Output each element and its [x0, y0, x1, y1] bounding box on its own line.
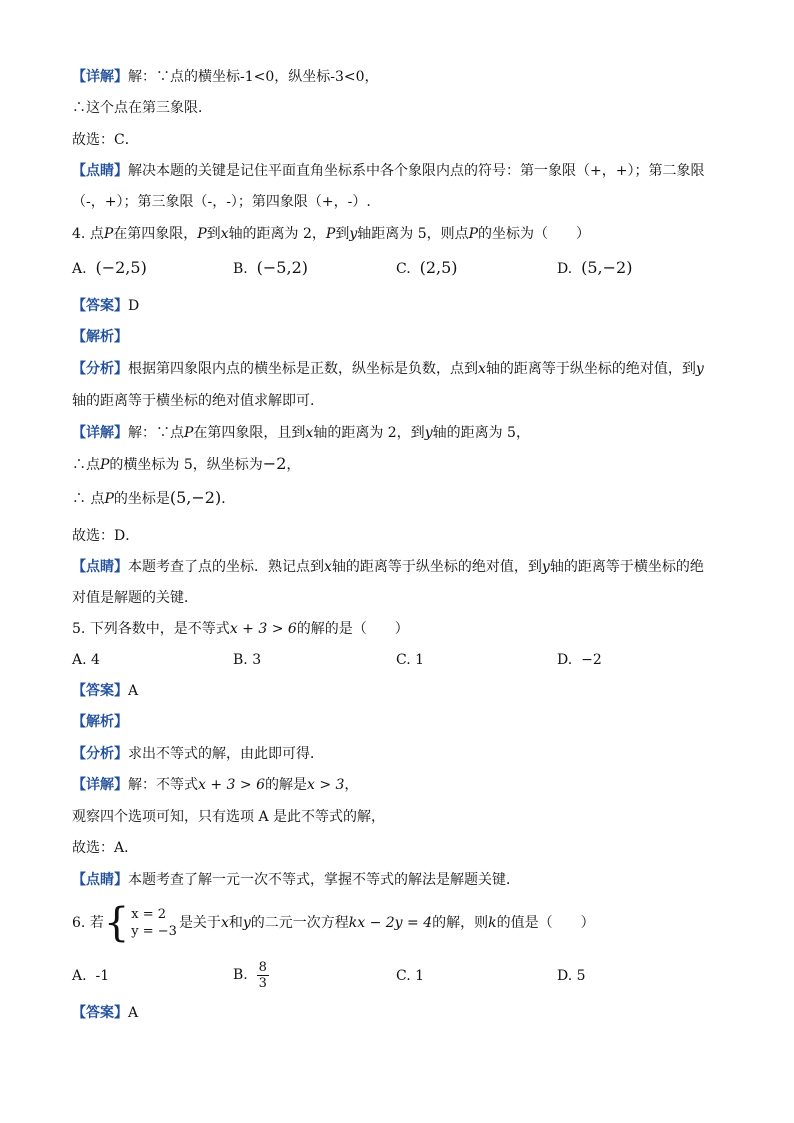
q4-text: 轴距离为 5，则点	[357, 226, 469, 242]
answer-tag: 【答案】	[72, 298, 128, 314]
text: 根据第四象限内点的横坐标是正数，纵坐标是负数，点到	[128, 361, 478, 377]
answer-tag: 【答案】	[72, 1005, 128, 1021]
q6-option-a[interactable]	[72, 966, 109, 986]
answer-value: A	[128, 683, 139, 699]
option-letter: C.	[396, 652, 411, 668]
option-letter: B.	[233, 967, 248, 983]
answer-value: D	[128, 298, 140, 314]
system-line-1: x = 2	[131, 907, 167, 922]
tip-tag: 【点睛】	[72, 559, 128, 575]
var-p: P	[197, 226, 207, 242]
text: 轴的距离等于纵坐标的绝对值，到	[331, 559, 542, 575]
text: 解：∵点	[128, 425, 184, 441]
option-value: 1	[415, 968, 425, 984]
analysis-tag: 【解析】	[72, 714, 128, 730]
text: 本题考查了解一元一次不等式，掌握不等式的解法是解题关键．	[128, 872, 520, 888]
var-k: k	[488, 915, 497, 931]
math-value: −2	[262, 454, 287, 473]
option-value: 3	[252, 652, 262, 668]
text: 解：不等式	[128, 777, 198, 793]
text: 的横坐标为 5，纵坐标为	[109, 457, 263, 473]
option-letter: A.	[72, 968, 87, 984]
prev-detail-text: 解：∵点的横坐标-1<0，纵坐标-3<0，	[128, 69, 379, 85]
q5-observe: 观察四个选项可知，只有选项 A 是此不等式的解，	[72, 809, 386, 825]
option-letter: D.	[557, 261, 573, 277]
q5-detail	[72, 776, 358, 794]
var-y: y	[695, 361, 704, 377]
option-value: (2,5)	[419, 258, 458, 277]
text: ∴点	[72, 457, 100, 473]
answer-value: A	[128, 1005, 139, 1021]
var-p: P	[325, 226, 336, 242]
text: 是关于	[178, 915, 221, 931]
option-value: −2	[581, 652, 602, 668]
q5-option-b[interactable]	[233, 650, 261, 670]
var-p: P	[100, 457, 110, 473]
q4-choice: 故选：D．	[72, 528, 140, 544]
tip-tag: 【点睛】	[72, 872, 128, 888]
text: 本题考查了点的坐标．熟记点到	[128, 559, 324, 575]
q4-text: 点	[89, 226, 104, 242]
option-letter: C.	[396, 968, 411, 984]
option-letter: A.	[72, 652, 87, 668]
answer-tag: 【答案】	[72, 683, 128, 699]
prev-tip-line1	[72, 162, 704, 180]
option-value: 1	[415, 652, 425, 668]
var-p: P	[184, 425, 194, 441]
text: 在第四象限，且到	[193, 425, 306, 441]
option-letter: B.	[233, 261, 248, 277]
q4-text: 到	[206, 226, 221, 242]
fenxi-tag: 【分析】	[72, 361, 128, 377]
var-x: x	[220, 226, 229, 242]
q4-option-d[interactable]	[557, 258, 632, 279]
text: 下列各数中，是不等式	[89, 621, 230, 637]
q5-answer	[72, 682, 138, 700]
detail-tag: 【详解】	[72, 425, 128, 441]
var-y: y	[349, 226, 358, 242]
equation-system	[131, 906, 177, 940]
q4-detail-line2	[72, 455, 300, 474]
var-x: x	[220, 915, 229, 931]
system-line-2: y = −3	[131, 924, 177, 939]
fenxi-tag: 【分析】	[72, 746, 128, 762]
option-letter: D.	[557, 968, 573, 984]
text: 轴的距离等于纵坐标的绝对值，到	[485, 361, 696, 377]
text: 若	[89, 915, 104, 931]
q4-text: 在第四象限，	[113, 226, 198, 242]
detail-tag: 【详解】	[72, 777, 128, 793]
var-x: x	[478, 361, 486, 377]
detail-tag: 【详解】	[72, 69, 128, 85]
text: 的值是（ ）	[496, 915, 595, 931]
prev-conclusion: ∴这个点在第三象限．	[72, 100, 212, 116]
option-value: 4	[91, 652, 100, 668]
q5-option-d[interactable]	[557, 650, 602, 670]
prev-tip-text1: 解决本题的关键是记住平面直角坐标系中各个象限内点的符号：第一象限（+，+）；第二象限	[128, 163, 705, 179]
left-brace: {	[103, 900, 130, 946]
prev-detail-line	[72, 68, 379, 86]
q6-option-d[interactable]	[557, 966, 586, 986]
equation: kx − 2y = 4	[348, 915, 433, 931]
fraction-numerator: 8	[258, 959, 267, 975]
q4-option-c[interactable]	[396, 258, 458, 279]
option-value: (5,−2)	[581, 258, 633, 277]
var-y: y	[242, 915, 251, 931]
var-x: x	[324, 559, 332, 575]
q6-option-b[interactable]	[233, 958, 269, 992]
inequality: x + 3 > 6	[198, 777, 265, 793]
solution: x > 3	[306, 777, 345, 793]
text: 求出不等式的解，由此即可得．	[128, 746, 324, 762]
q4-stem	[72, 225, 590, 243]
q6-option-c[interactable]	[396, 966, 424, 986]
text: 轴的距离等于横坐标的绝	[549, 559, 704, 575]
q4-answer	[72, 297, 139, 315]
option-letter: C.	[396, 261, 411, 277]
analysis-tag: 【解析】	[72, 329, 128, 345]
option-value: 5	[576, 968, 586, 984]
var-p: P	[103, 226, 114, 242]
text: 轴的距离为 5，	[432, 425, 530, 441]
text: ∴ 点	[72, 491, 105, 507]
q4-fenxi-line2: 轴的距离等于横坐标的绝对值求解即可.	[72, 393, 315, 409]
option-letter: A.	[72, 261, 87, 277]
q6-number: 6.	[72, 915, 90, 931]
text: 的解的是（ ）	[296, 621, 409, 637]
var-y: y	[424, 425, 433, 441]
q4-text: 轴的距离为 2，	[228, 226, 326, 242]
q4-detail-line1	[72, 424, 530, 442]
q6-answer	[72, 1004, 138, 1022]
q5-stem	[72, 620, 409, 638]
text: ．	[221, 491, 236, 507]
q4-tip-line2: 对值是解题的关键．	[72, 590, 198, 606]
prev-tip-line2: （-，+）；第三象限（-，-）；第四象限（+，-）.	[72, 194, 371, 210]
q4-detail-line3	[72, 489, 235, 508]
q4-number: 4.	[72, 226, 90, 242]
text: ，	[344, 777, 359, 793]
text: 和	[228, 915, 243, 931]
var-p: P	[104, 491, 114, 507]
q5-tip	[72, 871, 520, 889]
q5-option-a[interactable]	[72, 650, 100, 670]
fraction	[257, 960, 269, 991]
fraction-denominator: 3	[258, 975, 267, 991]
q5-option-c[interactable]	[396, 650, 424, 670]
math-value: (5,−2)	[169, 488, 222, 507]
q4-fenxi-line1	[72, 360, 704, 378]
q4-analysis-tag	[72, 328, 128, 346]
q5-analysis-tag	[72, 713, 128, 731]
q6-stem	[72, 900, 595, 946]
text: 的二元一次方程	[250, 915, 349, 931]
prev-choice: 故选：C．	[72, 132, 139, 148]
q5-choice: 故选：A．	[72, 840, 139, 856]
q5-fenxi	[72, 745, 324, 763]
q5-number: 5.	[72, 621, 90, 637]
text: ，	[286, 457, 301, 473]
var-p: P	[468, 226, 479, 242]
var-y: y	[541, 559, 550, 575]
option-value: (−5,2)	[256, 258, 308, 277]
q4-text: 到	[335, 226, 350, 242]
option-value: -1	[95, 968, 110, 984]
text: 的解是	[264, 777, 307, 793]
q4-tip-line1	[72, 558, 704, 576]
inequality: x + 3 > 6	[229, 621, 297, 637]
text: 轴的距离为 2，到	[313, 425, 425, 441]
q4-option-a[interactable]	[72, 258, 147, 279]
text: 的坐标是	[113, 491, 170, 507]
var-x: x	[305, 425, 314, 441]
q4-option-b[interactable]	[233, 258, 308, 279]
tip-tag: 【点睛】	[72, 163, 128, 179]
option-letter: D.	[557, 652, 573, 668]
q4-text: 的坐标为（ ）	[478, 226, 591, 242]
option-value: (−2,5)	[95, 258, 147, 277]
text: 的解，则	[432, 915, 489, 931]
option-letter: B.	[233, 652, 248, 668]
